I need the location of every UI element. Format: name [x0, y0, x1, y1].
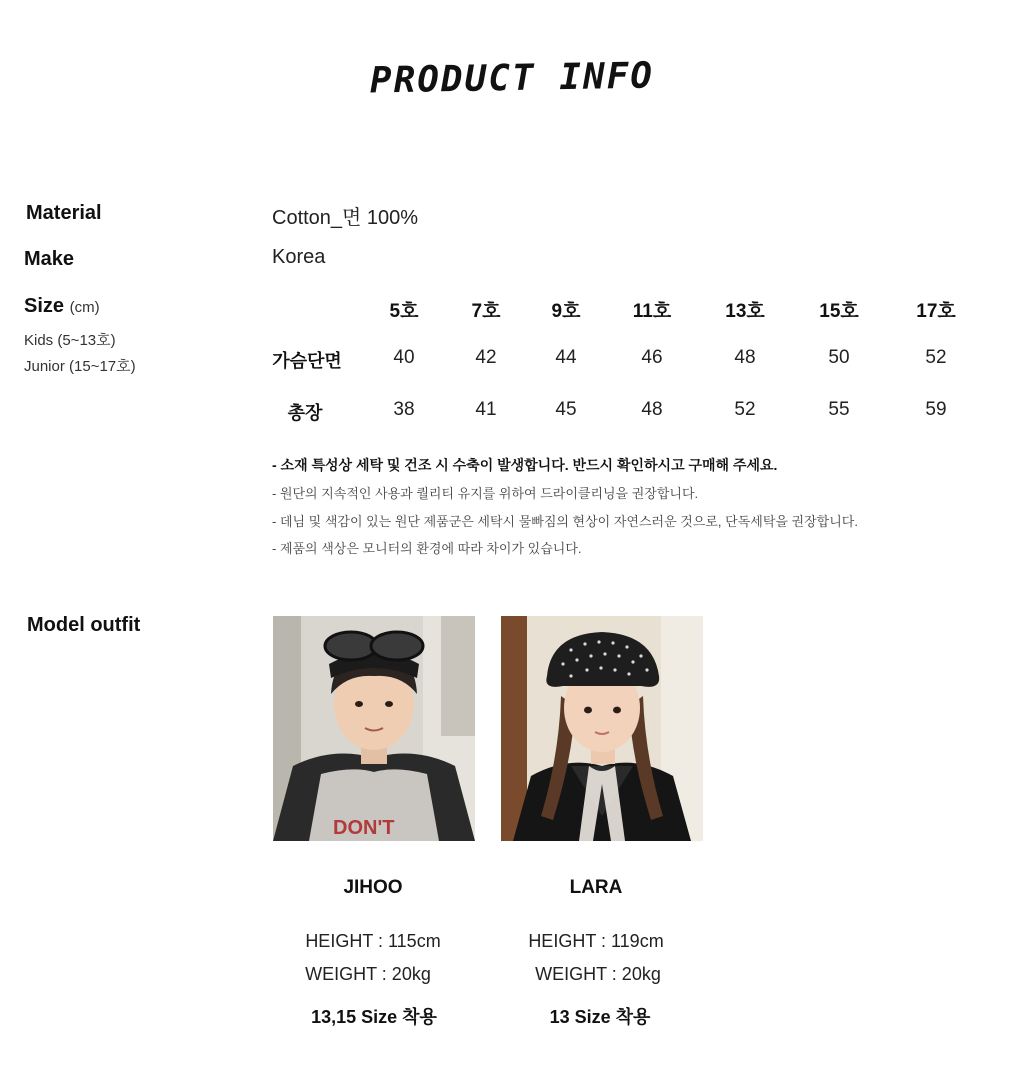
size-unit: (cm) [69, 299, 100, 316]
model-photo-lara [501, 616, 703, 841]
model-size-jihoo: 13,15 Size 착용 [311, 1007, 437, 1027]
length-11: 48 [641, 399, 663, 420]
size-header-15: 15호 [819, 301, 859, 322]
note-shrink-warning: - 소재 특성상 세탁 및 건조 시 수축이 발생합니다. 반드시 확인하시고 구매해 주세요. [272, 457, 778, 473]
size-kids-range: Kids (5~13호) [24, 332, 116, 349]
material-value: Cotton_면 100% [272, 207, 419, 229]
row-label-length: 총장 [287, 403, 323, 423]
svg-text:DON'T: DON'T [333, 817, 395, 839]
material-label: Material [26, 202, 102, 224]
note-monitor-color: - 제품의 색상은 모니터의 환경에 따라 차이가 있습니다. [272, 541, 582, 556]
length-17: 59 [925, 399, 947, 420]
size-label-text: Size [24, 295, 65, 317]
model-weight-lara: WEIGHT : 20kg [535, 964, 661, 984]
size-junior-range: Junior (15~17호) [24, 358, 136, 375]
model-size-lara: 13 Size 착용 [549, 1007, 651, 1027]
size-header-17: 17호 [916, 301, 956, 322]
length-15: 55 [828, 399, 850, 420]
model-photo-jihoo [273, 616, 475, 841]
chest-15: 50 [828, 347, 850, 368]
size-label [24, 295, 100, 318]
note-dry-cleaning: - 원단의 지속적인 사용과 퀄리티 유지를 위하여 드라이클리닝을 권장합니다. [272, 486, 699, 501]
model-outfit-label: Model outfit [27, 614, 141, 636]
page-title: PRODUCT INFO [369, 55, 655, 102]
model-name-lara: LARA [569, 877, 623, 898]
chest-17: 52 [925, 347, 947, 368]
size-header-9: 9호 [551, 301, 581, 322]
length-5: 38 [393, 399, 415, 420]
model-name-jihoo: JIHOO [343, 877, 403, 898]
note-denim-wash: - 데님 및 색감이 있는 원단 제품군은 세탁시 물빠짐의 현상이 자연스러운 것으로, 단독세탁을 권장합니다. [272, 514, 858, 529]
chest-11: 46 [641, 347, 663, 368]
model-height-jihoo: HEIGHT : 115cm [305, 931, 441, 951]
size-header-11: 11호 [632, 301, 672, 322]
chest-9: 44 [555, 347, 577, 368]
make-label: Make [24, 248, 75, 270]
size-header-5: 5호 [389, 301, 419, 322]
size-header-13: 13호 [725, 301, 765, 322]
chest-5: 40 [393, 347, 415, 368]
model-photo-lara-image [501, 616, 703, 841]
row-label-chest: 가슴단면 [272, 351, 342, 371]
length-13: 52 [734, 399, 756, 420]
length-7: 41 [475, 399, 497, 420]
size-header-7: 7호 [471, 301, 501, 322]
length-9: 45 [555, 399, 577, 420]
chest-7: 42 [475, 347, 497, 368]
model-weight-jihoo: WEIGHT : 20kg [305, 964, 431, 984]
model-height-lara: HEIGHT : 119cm [528, 931, 664, 951]
chest-13: 48 [734, 347, 756, 368]
model-photo-jihoo-image [273, 616, 475, 841]
make-value: Korea [272, 246, 326, 268]
